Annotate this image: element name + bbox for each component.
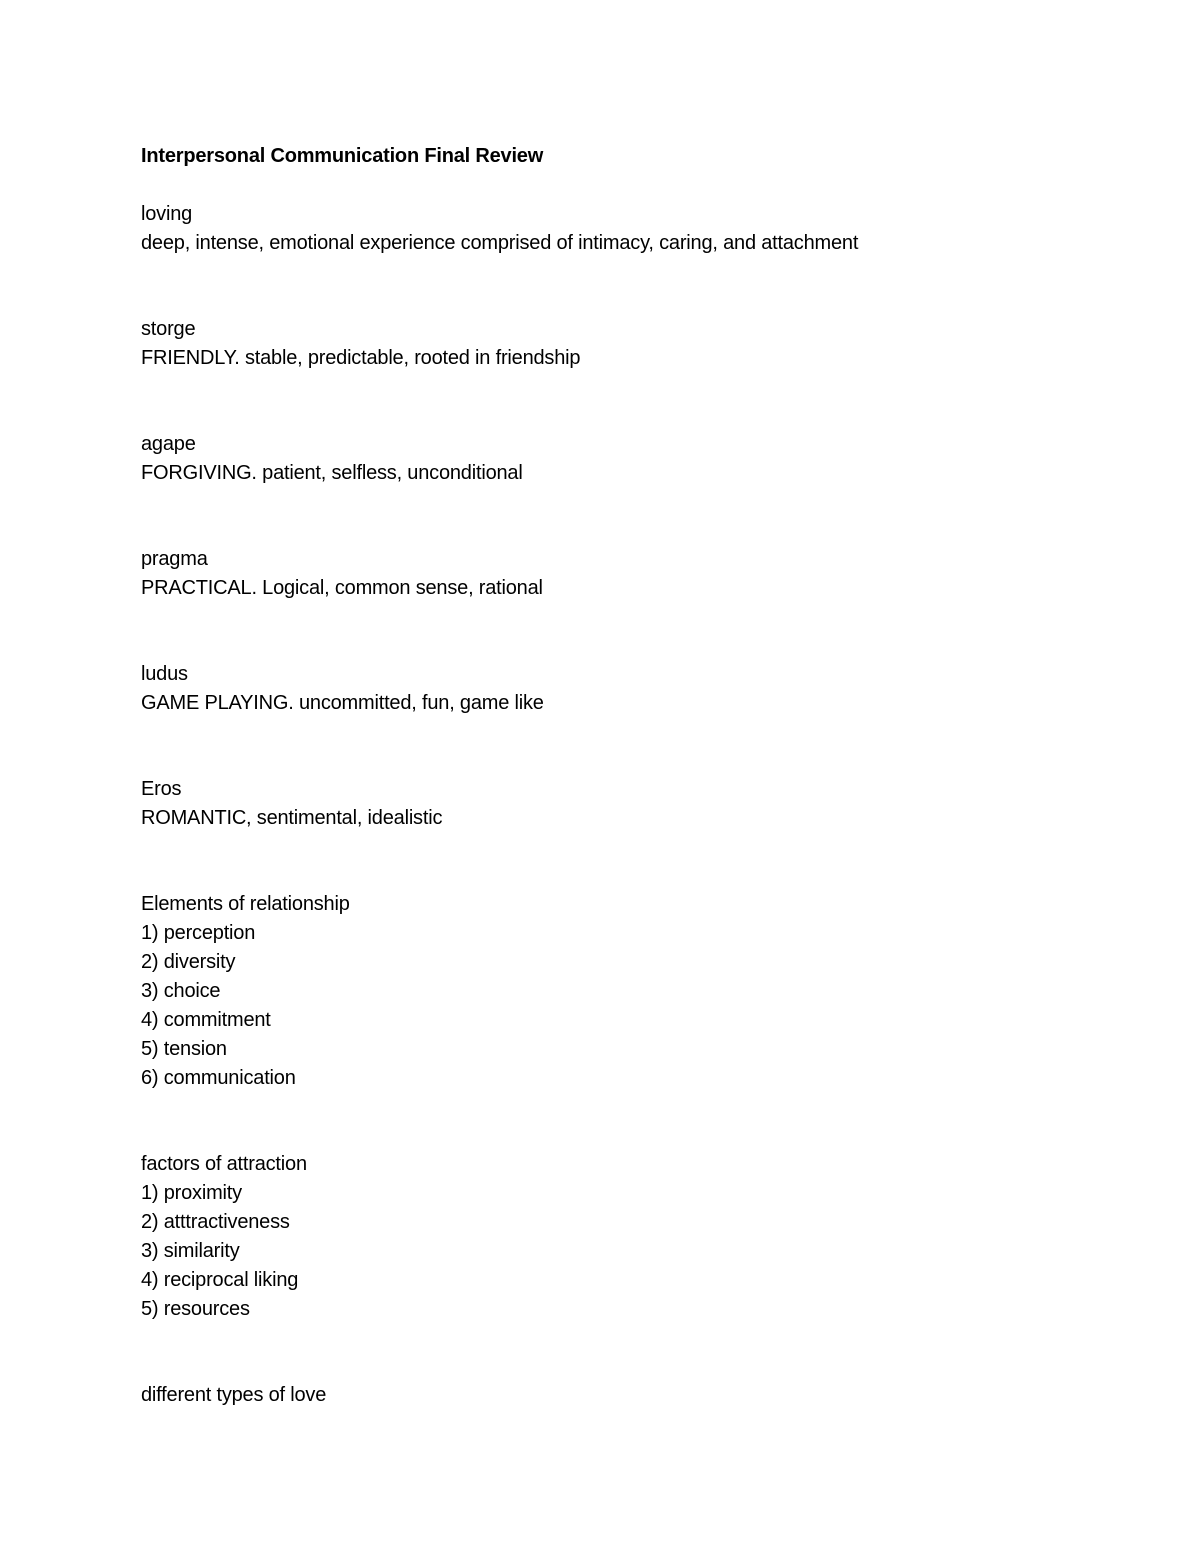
list-item: 2) atttractiveness bbox=[141, 1211, 290, 1233]
definition: PRACTICAL. Logical, common sense, rational bbox=[141, 577, 543, 599]
definition: deep, intense, emotional experience comprised of intimacy, caring, and attachment bbox=[141, 232, 859, 254]
list-heading: Elements of relationship bbox=[141, 893, 350, 915]
document-content bbox=[141, 142, 1141, 1410]
term-entry-storge bbox=[141, 315, 1141, 373]
list-item: 2) diversity bbox=[141, 951, 236, 973]
list-item: 4) commitment bbox=[141, 1009, 271, 1031]
definition: FRIENDLY. stable, predictable, rooted in friendship bbox=[141, 347, 581, 369]
list-item: 5) tension bbox=[141, 1038, 227, 1060]
term-entry-pragma bbox=[141, 545, 1141, 603]
term-entry-agape bbox=[141, 430, 1141, 488]
term-entry-ludus bbox=[141, 660, 1141, 718]
term-entry-eros bbox=[141, 775, 1141, 833]
definition: ROMANTIC, sentimental, idealistic bbox=[141, 807, 443, 829]
list-item: 4) reciprocal liking bbox=[141, 1269, 299, 1291]
list-item: 3) choice bbox=[141, 980, 221, 1002]
term: loving bbox=[141, 203, 193, 225]
list-item: 6) communication bbox=[141, 1067, 296, 1089]
list-item: 1) proximity bbox=[141, 1182, 242, 1204]
term: ludus bbox=[141, 663, 188, 685]
definition: FORGIVING. patient, selfless, unconditional bbox=[141, 462, 523, 484]
list-item: 1) perception bbox=[141, 922, 256, 944]
list-item: 5) resources bbox=[141, 1298, 250, 1320]
term: agape bbox=[141, 433, 196, 455]
factors-of-attraction-list bbox=[141, 1150, 1141, 1324]
term: pragma bbox=[141, 548, 208, 570]
definition: GAME PLAYING. uncommitted, fun, game like bbox=[141, 692, 544, 714]
term: storge bbox=[141, 318, 196, 340]
elements-of-relationship-list bbox=[141, 890, 1141, 1093]
term: Eros bbox=[141, 778, 182, 800]
document-title: Interpersonal Communication Final Review bbox=[141, 145, 544, 167]
list-item: 3) similarity bbox=[141, 1240, 240, 1262]
list-heading: factors of attraction bbox=[141, 1153, 307, 1175]
term-entry-loving bbox=[141, 200, 1141, 258]
section-heading-types-of-love: different types of love bbox=[141, 1384, 327, 1406]
